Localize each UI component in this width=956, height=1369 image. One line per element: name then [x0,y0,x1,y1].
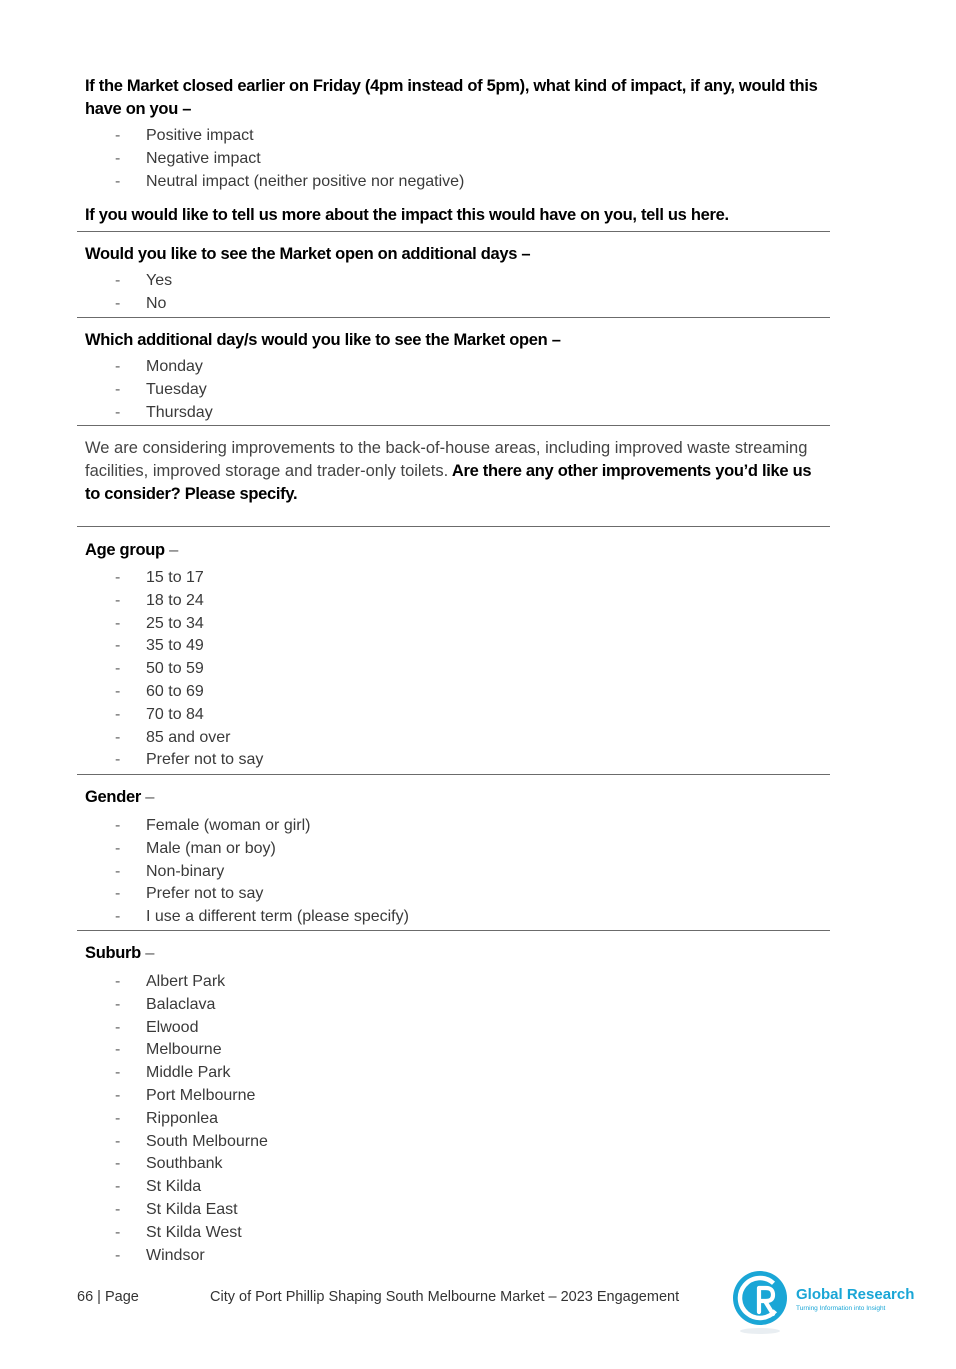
question-age-group [85,539,820,562]
gender-suffix: – [140,788,155,806]
divider [77,317,830,318]
divider [77,231,830,232]
back-of-house-question: Are there any other improvements you’d like us to consider? Please specify. [85,462,812,503]
age-group-title: Age group [85,541,165,559]
question-friday-closing: If the Market closed earlier on Friday (4pm instead of 5pm), what kind of impact, if any, would this have on you – [85,77,818,118]
gender-title: Gender [85,788,141,806]
question-which-days: Which additional day/s would you like to see the Market open – [85,331,561,349]
logo-brand-name: Global Research [796,1286,915,1303]
page-number: 66 | Page [77,1289,139,1305]
suburb-title: Suburb [85,944,141,962]
suburb-suffix: – [140,944,155,962]
question-additional-days: Would you like to see the Market open on additional days – [85,245,531,263]
global-research-logo [732,1268,915,1340]
question-back-of-house [85,437,820,506]
logo-tagline: Turning Information into Insight [796,1305,886,1312]
question-gender [85,786,820,809]
divider [77,425,830,426]
divider [77,526,830,527]
divider [77,930,830,931]
divider [77,774,830,775]
question-impact-followup: If you would like to tell us more about the impact this would have on you, tell us here. [85,206,729,224]
back-of-house-intro: We are considering improvements to the back-of-house areas, including improved waste streaming facilities, improved storage and trader-only toilets. [85,439,808,480]
document-title: City of Port Phillip Shaping South Melbourne Market – 2023 Engagement [210,1289,680,1305]
age-group-suffix: – [164,541,178,559]
global-research-logo-icon [732,1268,794,1336]
question-suburb [85,942,820,965]
